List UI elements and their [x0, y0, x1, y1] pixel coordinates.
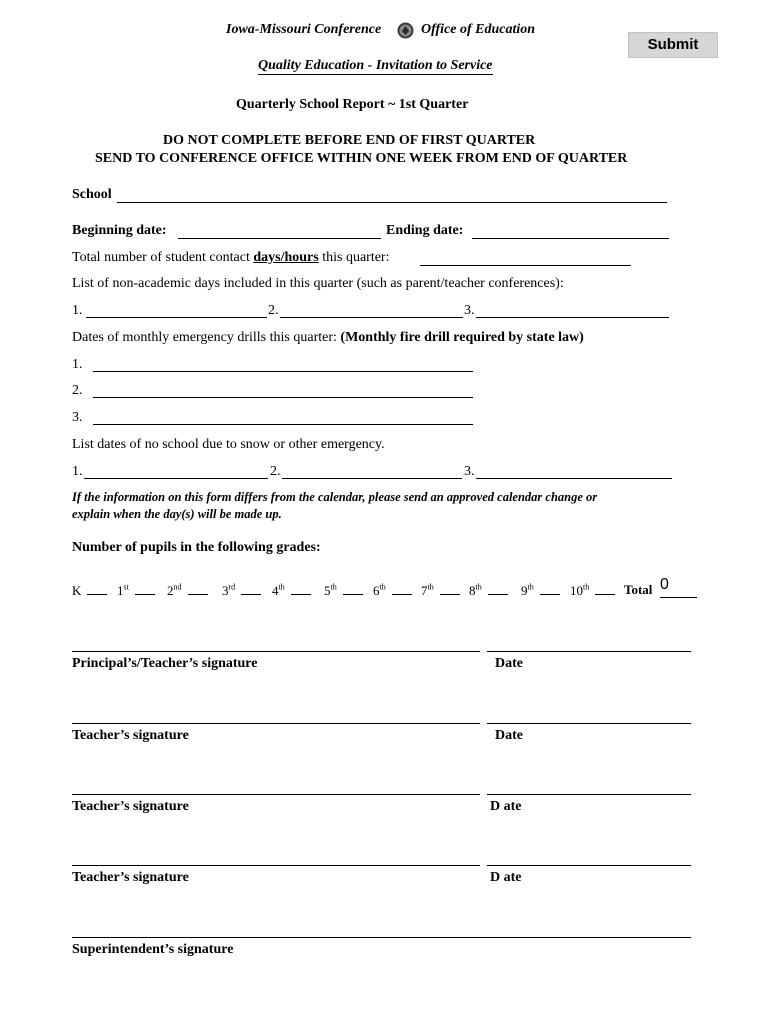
grade-6[interactable]: 6th [373, 582, 412, 599]
drills-text: Dates of monthly emergency drills this quarter: [72, 330, 337, 345]
grade-9[interactable]: 9th [521, 582, 560, 599]
grade-3[interactable]: 3rd [222, 582, 261, 599]
calendar-note-line-1: If the information on this form differs from the calendar, please send an approved calendar change or [72, 490, 598, 504]
non-academic-num-1: 1. [72, 303, 83, 318]
submit-button[interactable]: Submit [628, 32, 718, 58]
notice-line-2: SEND TO CONFERENCE OFFICE WITHIN ONE WEEK FROM END OF QUARTER [95, 151, 628, 166]
school-field[interactable] [117, 202, 667, 203]
grade-total-value[interactable]: 0 [660, 576, 669, 593]
snow-field-2[interactable] [282, 478, 462, 479]
grade-2[interactable]: 2nd [167, 582, 208, 599]
non-academic-field-2[interactable] [280, 317, 463, 318]
date-label-1: Date [495, 656, 523, 671]
teacher-signature-label-3: Teacher’s signature [72, 870, 189, 885]
ending-date-field[interactable] [472, 238, 669, 239]
report-title: Quarterly School Report ~ 1st Quarter [236, 97, 469, 112]
grade-total-label: Total [624, 582, 653, 597]
teacher-signature-line-2[interactable] [72, 794, 480, 795]
teacher-signature-label-2: Teacher’s signature [72, 799, 189, 814]
calendar-note-line-2: explain when the day(s) will be made up. [72, 507, 282, 521]
drill-num-1: 1. [72, 357, 83, 372]
ending-date-label: Ending date: [386, 223, 464, 238]
non-academic-label: List of non-academic days included in this quarter (such as parent/teacher conferences): [72, 276, 564, 291]
snow-field-1[interactable] [84, 478, 268, 479]
drill-num-2: 2. [72, 383, 83, 398]
date-label-4: D ate [490, 870, 522, 885]
date-line-3[interactable] [487, 794, 691, 795]
beginning-date-field[interactable] [178, 238, 381, 239]
non-academic-num-2: 2. [268, 303, 279, 318]
snow-days-label: List dates of no school due to snow or other emergency. [72, 437, 385, 452]
grade-total-field[interactable] [660, 597, 697, 598]
contact-unit: days/hours [253, 250, 319, 265]
drill-field-3[interactable] [93, 424, 473, 425]
grade-10[interactable]: 10th [570, 582, 615, 599]
office-name: Office of Education [421, 22, 536, 37]
drills-label [72, 330, 584, 346]
snow-field-3[interactable] [476, 478, 672, 479]
date-line-1[interactable] [487, 651, 691, 652]
grade-1[interactable]: 1st [117, 582, 155, 599]
motto: Quality Education - Invitation to Service [258, 58, 493, 73]
date-label-2: Date [495, 728, 523, 743]
drill-num-3: 3. [72, 410, 83, 425]
grade-5[interactable]: 5th [324, 582, 363, 599]
beginning-date-label: Beginning date: [72, 223, 167, 238]
principal-signature-line[interactable] [72, 651, 480, 652]
date-label-3: D ate [490, 799, 522, 814]
school-label: School [72, 187, 112, 202]
grades-heading: Number of pupils in the following grades: [72, 540, 321, 555]
date-line-2[interactable] [487, 723, 691, 724]
contact-suffix: this quarter: [322, 250, 390, 265]
conference-name: Iowa-Missouri Conference [226, 22, 382, 37]
teacher-signature-line-1[interactable] [72, 723, 480, 724]
non-academic-num-3: 3. [464, 303, 475, 318]
contact-days-label [72, 250, 389, 266]
grade-7[interactable]: 7th [421, 582, 460, 599]
non-academic-field-1[interactable] [86, 317, 267, 318]
grade-k[interactable]: K [72, 582, 107, 599]
grade-8[interactable]: 8th [469, 582, 508, 599]
teacher-signature-line-3[interactable] [72, 865, 480, 866]
principal-signature-label: Principal’s/Teacher’s signature [72, 656, 258, 671]
drill-field-1[interactable] [93, 371, 473, 372]
snow-num-1: 1. [72, 464, 83, 479]
conference-seal-icon [397, 22, 414, 39]
teacher-signature-label-1: Teacher’s signature [72, 728, 189, 743]
notice-line-1: DO NOT COMPLETE BEFORE END OF FIRST QUARTER [163, 133, 536, 148]
grade-4[interactable]: 4th [272, 582, 311, 599]
drills-note: (Monthly fire drill required by state law) [340, 330, 584, 345]
superintendent-signature-label: Superintendent’s signature [72, 942, 234, 957]
superintendent-signature-line[interactable] [72, 937, 691, 938]
non-academic-field-3[interactable] [476, 317, 669, 318]
snow-num-3: 3. [464, 464, 475, 479]
drill-field-2[interactable] [93, 397, 473, 398]
contact-prefix: Total number of student contact [72, 250, 250, 265]
snow-num-2: 2. [270, 464, 281, 479]
contact-days-field[interactable] [420, 265, 631, 266]
date-line-4[interactable] [487, 865, 691, 866]
